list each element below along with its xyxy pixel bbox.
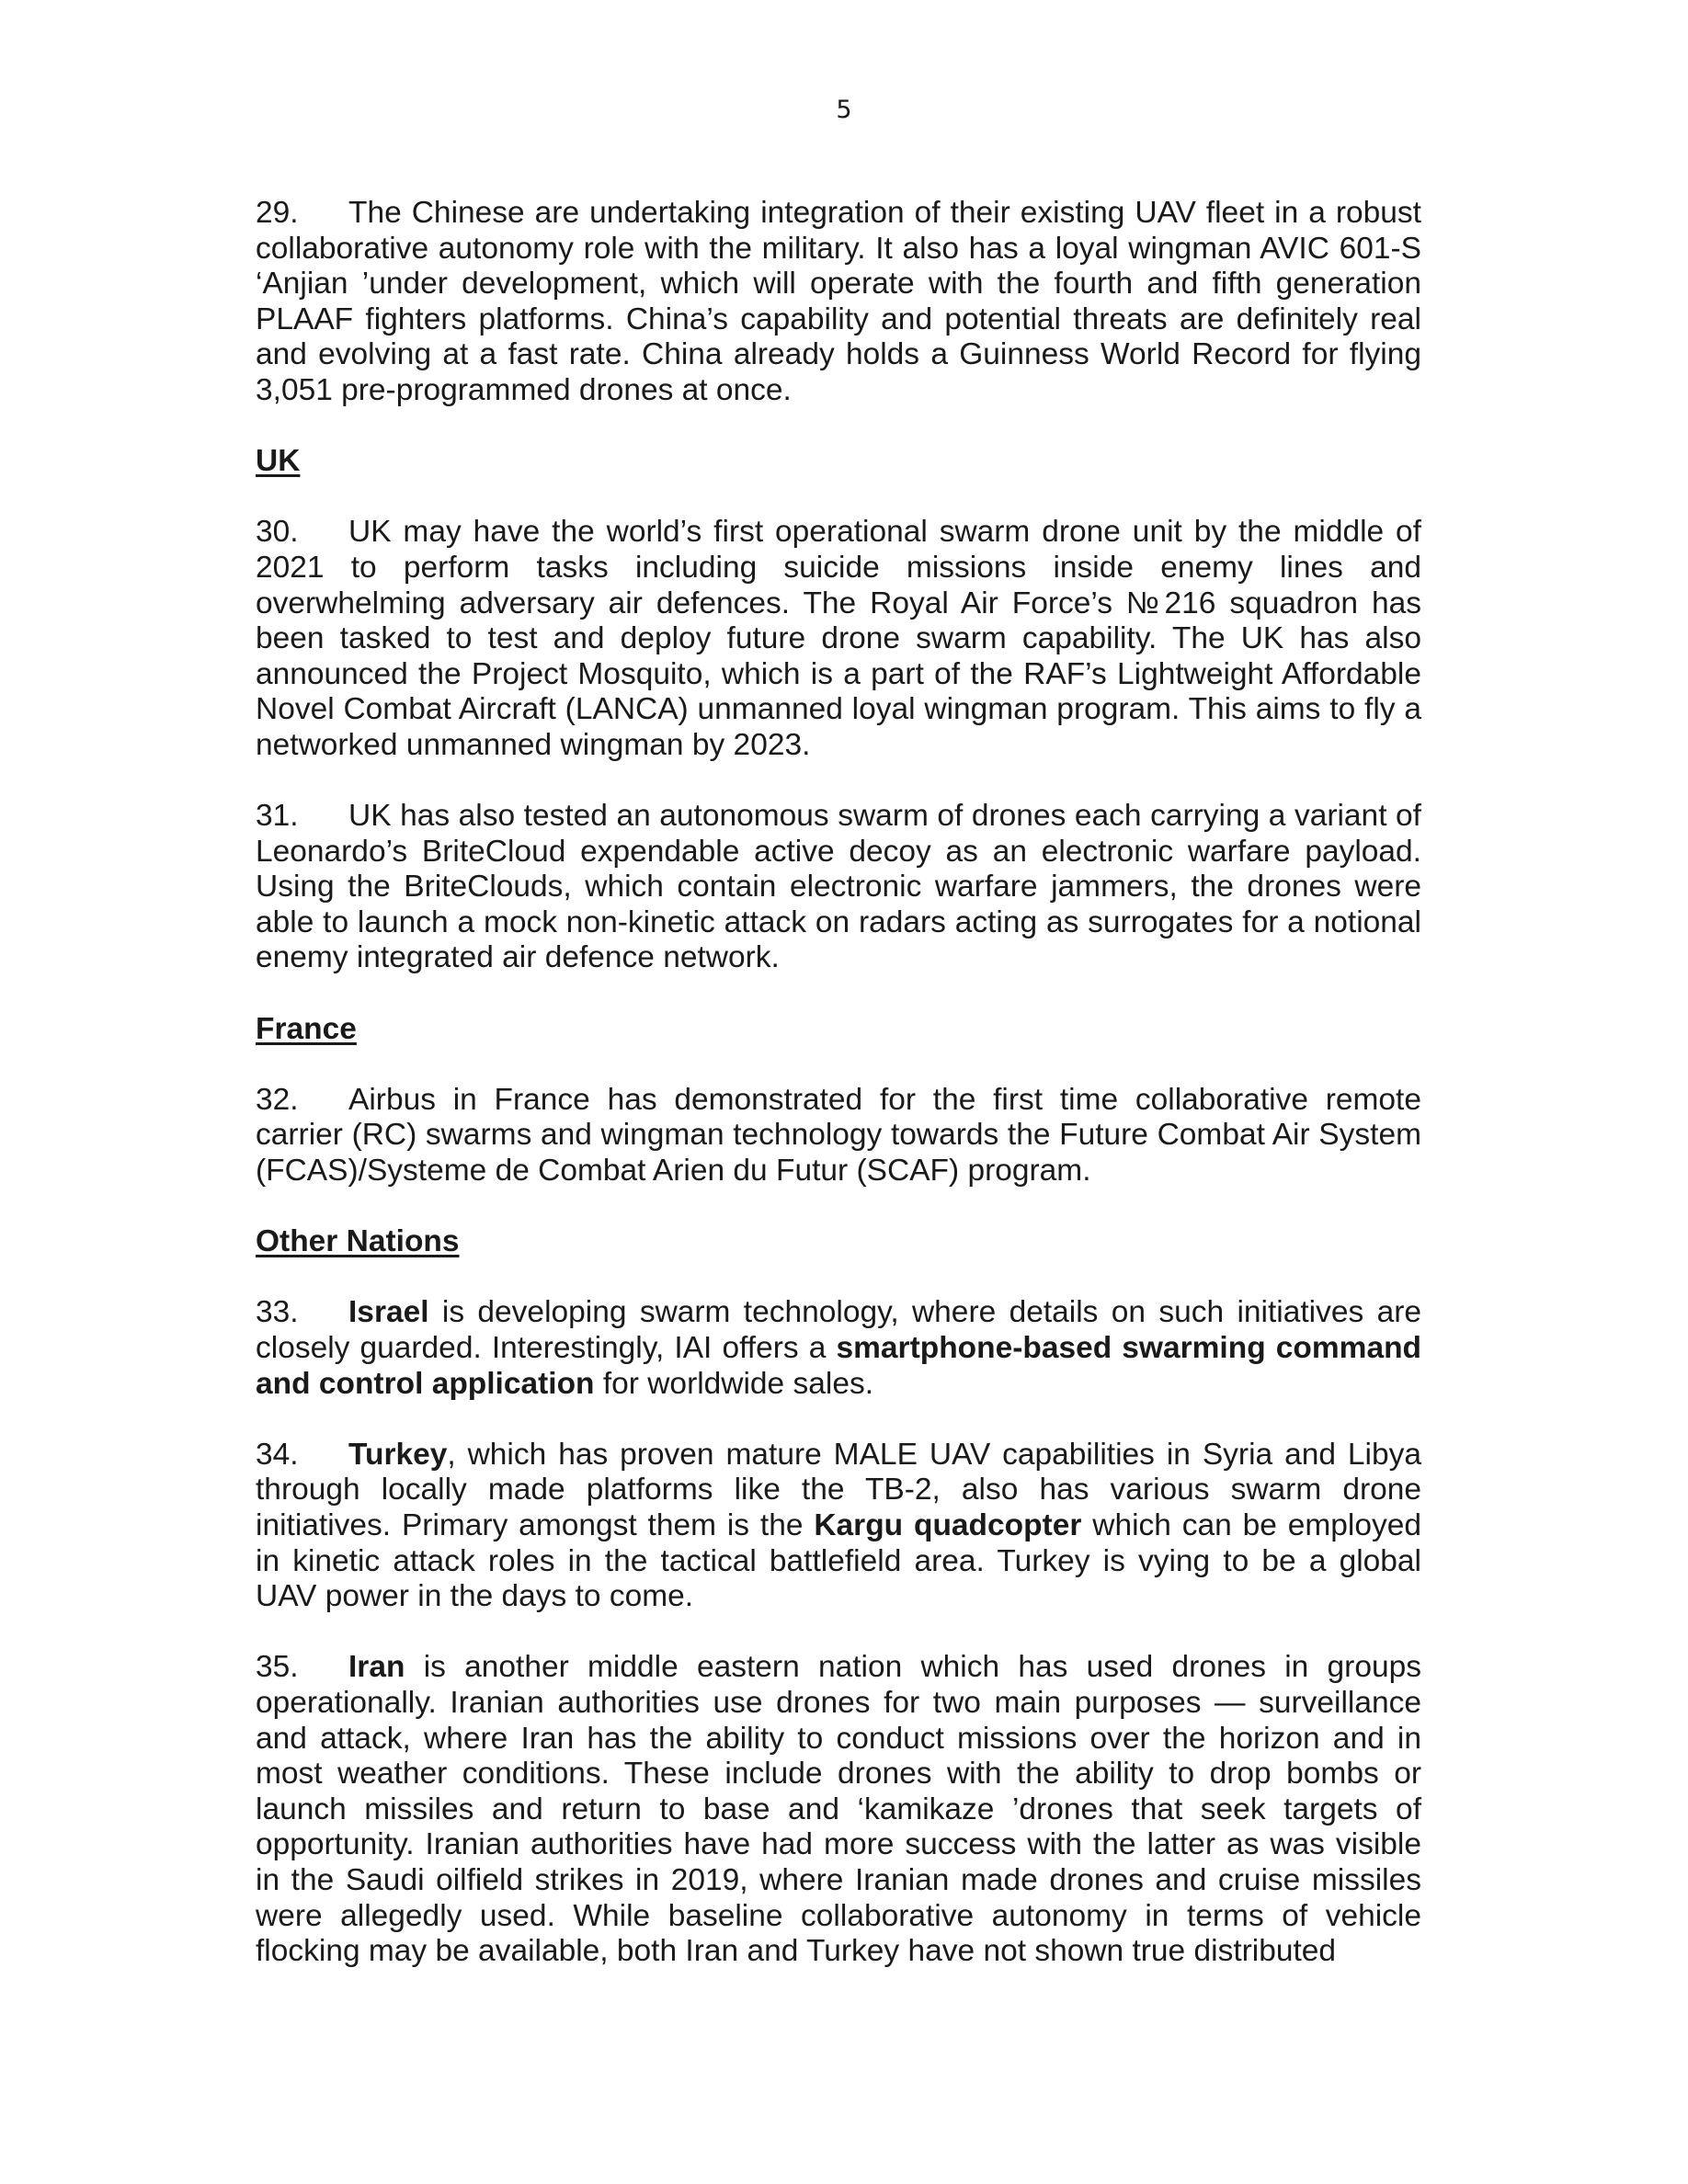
paragraph-34 [256,1438,1421,1615]
paragraph-number: 35. [256,1650,299,1685]
paragraph-number: 33. [256,1295,299,1330]
paragraph-text: UK has also tested an autonomous swarm of drones each carrying a variant of Leonardo’s BriteCloud expendable active decoy as an electronic warfare payload. Using the BriteClouds, which contain electronic warfare jammers, the drones were able to launch a mock non-kinetic attack on radars acting as surrogates for a notional enemy integrated air defence network. [256,799,1421,975]
paragraph-33 [256,1295,1421,1402]
paragraph-number: 31. [256,799,299,834]
section-heading-france: France [256,1011,357,1046]
paragraph-32 [256,1083,1421,1189]
page-number: 5 [836,96,852,124]
paragraph-text: is another middle eastern nation which has used drones in groups operationally. Iranian authorities use drones for two main purposes — surveillance and attack, where Iran has the ability to conduct missions over the horizon and in most weather conditions. These include drones with the ability to drop bombs or launch missiles and return to base and ‘kamikaze ’drones that seek targets of opportunity. Iranian authorities have had more success with the latter as was visible in the Saudi oilfield strikes in 2019, where Iranian made drones and cruise missiles were allegedly used. While baseline collaborative autonomy in terms of vehicle flocking may be available, both Iran and Turkey have not shown true distributed [256,1650,1421,1969]
section-heading-other-nations: Other Nations [256,1224,460,1259]
paragraph-number: 34. [256,1437,299,1472]
bold-term: Turkey [348,1437,448,1472]
paragraph-35 [256,1650,1421,1969]
paragraph-text: for worldwide sales. [594,1366,874,1401]
bold-term: Iran [348,1650,405,1685]
paragraph-text: is developing swarm technology, where details on such initiatives are closely guarded. Interestingly, IAI offers a [256,1295,1421,1365]
bold-term: smartphone-based swarming command and control application [256,1331,1421,1401]
bold-term: Kargu quadcopter [814,1507,1082,1542]
paragraph-text: UK may have the world’s first operational swarm drone unit by the middle of 2021 to perform tasks including suicide missions inside enemy lines and overwhelming adversary air defences. The Royal Air Force’s №216 squadron has been tasked to test and deploy future drone swarm capability. The UK has also announced the Project Mosquito, which is a part of the RAF’s Lightweight Affordable Novel Combat Aircraft (LANCA) unmanned loyal wingman program. This aims to fly a networked unmanned wingman by 2023. [256,515,1421,762]
paragraph-text: Airbus in France has demonstrated for the first time collaborative remote carrier (RC) swarms and wingman technology towards the Future Combat Air System (FCAS)/Systeme de Combat Arien du Futur (SCAF) program. [256,1082,1421,1189]
paragraph-31 [256,799,1421,976]
paragraph-text: , which has proven mature MALE UAV capabilities in Syria and Libya through locally made platforms like the TB-2, also has various swarm drone initiatives. Primary amongst them is the [256,1437,1421,1542]
paragraph-30 [256,515,1421,763]
paragraph-text: which can be employed in kinetic attack roles in the tactical battlefield area. Turkey is vying to be a global UAV power in the days to come. [256,1507,1421,1614]
bold-term: Israel [348,1295,429,1330]
paragraph-number: 29. [256,196,299,230]
paragraph-number: 32. [256,1082,299,1117]
paragraph-text: The Chinese are undertaking integration of their existing UAV fleet in a robust collaborative autonomy role with the military. It also has a loyal wingman AVIC 601-S ‘Anjian ’under development, which will operate with the fourth and fifth generation PLAAF fighters platforms. China’s capability and potential threats are definitely real and evolving at a fast rate. China already holds a Guinness World Record for flying 3,051 pre-programmed drones at once. [256,196,1421,407]
document-body [256,196,1421,1970]
paragraph-29 [256,196,1421,409]
section-heading-uk: UK [256,444,301,479]
paragraph-number: 30. [256,515,299,550]
